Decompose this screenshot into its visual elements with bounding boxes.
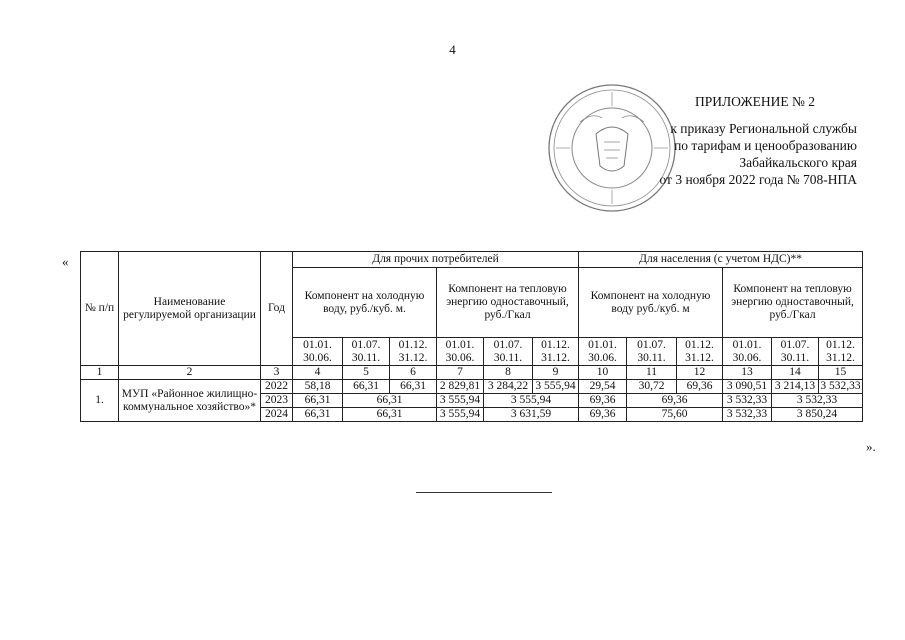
header-heat-population: Компонент на тепловую энергию одноставочный, руб./Гкал — [723, 268, 863, 338]
cell: 66,31 — [293, 394, 343, 408]
header-period: 01.12. 31.12. — [390, 338, 437, 366]
cell: 58,18 — [293, 380, 343, 394]
appendix-header — [557, 93, 857, 188]
header-period: 01.01. 30.06. — [293, 338, 343, 366]
cell: 69,36 — [579, 394, 627, 408]
header-period: 01.12. 31.12. — [533, 338, 579, 366]
cell: 3 555,94 — [533, 380, 579, 394]
column-number: 8 — [484, 366, 533, 380]
quote-close: ». — [866, 439, 876, 454]
cell: 3 214,13 — [772, 380, 819, 394]
cell: 66,31 — [343, 380, 390, 394]
column-number: 13 — [723, 366, 772, 380]
header-cold-water-other: Компонент на холодную воду, руб./куб. м. — [293, 268, 437, 338]
column-number: 7 — [437, 366, 484, 380]
column-number: 14 — [772, 366, 819, 380]
cell: 3 532,33 — [820, 380, 861, 392]
column-number: 3 — [261, 366, 293, 380]
cell: 69,36 — [677, 380, 723, 394]
cell: 3 555,94 — [484, 394, 579, 408]
cell: 66,31 — [343, 394, 437, 408]
cell: 29,54 — [579, 380, 627, 394]
header-year: Год — [261, 252, 293, 366]
cell: 3 532,33 — [772, 394, 863, 408]
cell: 69,36 — [579, 408, 627, 422]
column-number: 15 — [819, 366, 863, 380]
cell: 3 532,33 — [723, 394, 772, 408]
appendix-line: к приказу Региональной службы — [670, 121, 857, 136]
page-number: 4 — [449, 42, 456, 57]
header-period: 01.01. 30.06. — [437, 338, 484, 366]
row-year: 2022 — [261, 380, 293, 394]
appendix-line: от 3 ноября 2022 года № 708-НПА — [659, 172, 857, 187]
row-year: 2024 — [261, 408, 293, 422]
cell: 69,36 — [627, 394, 723, 408]
column-number: 6 — [390, 366, 437, 380]
column-number: 9 — [533, 366, 579, 380]
cell: 66,31 — [293, 408, 343, 422]
column-number: 1 — [81, 366, 119, 380]
cell: 2 829,81 — [437, 380, 484, 394]
column-number: 4 — [293, 366, 343, 380]
header-period: 01.01. 30.06. — [579, 338, 627, 366]
cell: 30,72 — [627, 380, 677, 394]
cell: 3 284,22 — [484, 380, 533, 394]
appendix-title: ПРИЛОЖЕНИЕ № 2 — [694, 94, 815, 109]
header-num: № п/п — [81, 252, 119, 366]
cell: 3 532,33 — [723, 408, 772, 422]
header-period: 01.07. 30.11. — [627, 338, 677, 366]
row-num: 1. — [81, 380, 119, 422]
cell: 3 090,51 — [723, 380, 772, 394]
column-number: 10 — [579, 366, 627, 380]
header-group-other: Для прочих потребителей — [293, 252, 579, 268]
tariff-table — [80, 251, 863, 422]
cell: 3 631,59 — [484, 408, 579, 422]
cell: 66,31 — [343, 408, 437, 422]
header-cold-water-population: Компонент на холодную воду руб./куб. м — [579, 268, 723, 338]
appendix-line: по тарифам и ценообразованию — [674, 138, 857, 153]
header-org: Наименование регулируемой организации — [119, 252, 261, 366]
header-period: 01.01. 30.06. — [723, 338, 772, 366]
cell: 3 850,24 — [772, 408, 863, 422]
header-group-population: Для населения (с учетом НДС)** — [579, 252, 863, 268]
column-number: 2 — [119, 366, 261, 380]
column-number: 5 — [343, 366, 390, 380]
cell: 3 555,94 — [437, 394, 484, 408]
column-number: 12 — [677, 366, 723, 380]
row-org: МУП «Районное жилищно-коммунальное хозяйство»* — [119, 380, 261, 422]
quote-open: « — [62, 254, 69, 269]
header-period: 01.12. 31.12. — [677, 338, 723, 366]
appendix-line: Забайкальского края — [739, 155, 857, 170]
header-period: 01.07. 30.11. — [343, 338, 390, 366]
header-period: 01.07. 30.11. — [484, 338, 533, 366]
cell: 75,60 — [627, 408, 723, 422]
row-year: 2023 — [261, 394, 293, 408]
cell: 3 555,94 — [437, 408, 484, 422]
column-number: 11 — [627, 366, 677, 380]
cell: 66,31 — [390, 380, 437, 394]
divider-line — [416, 492, 552, 493]
header-period: 01.12. 31.12. — [819, 338, 863, 366]
header-heat-other: Компонент на тепловую энергию одноставочный, руб./Гкал — [437, 268, 579, 338]
header-period: 01.07. 30.11. — [772, 338, 819, 366]
